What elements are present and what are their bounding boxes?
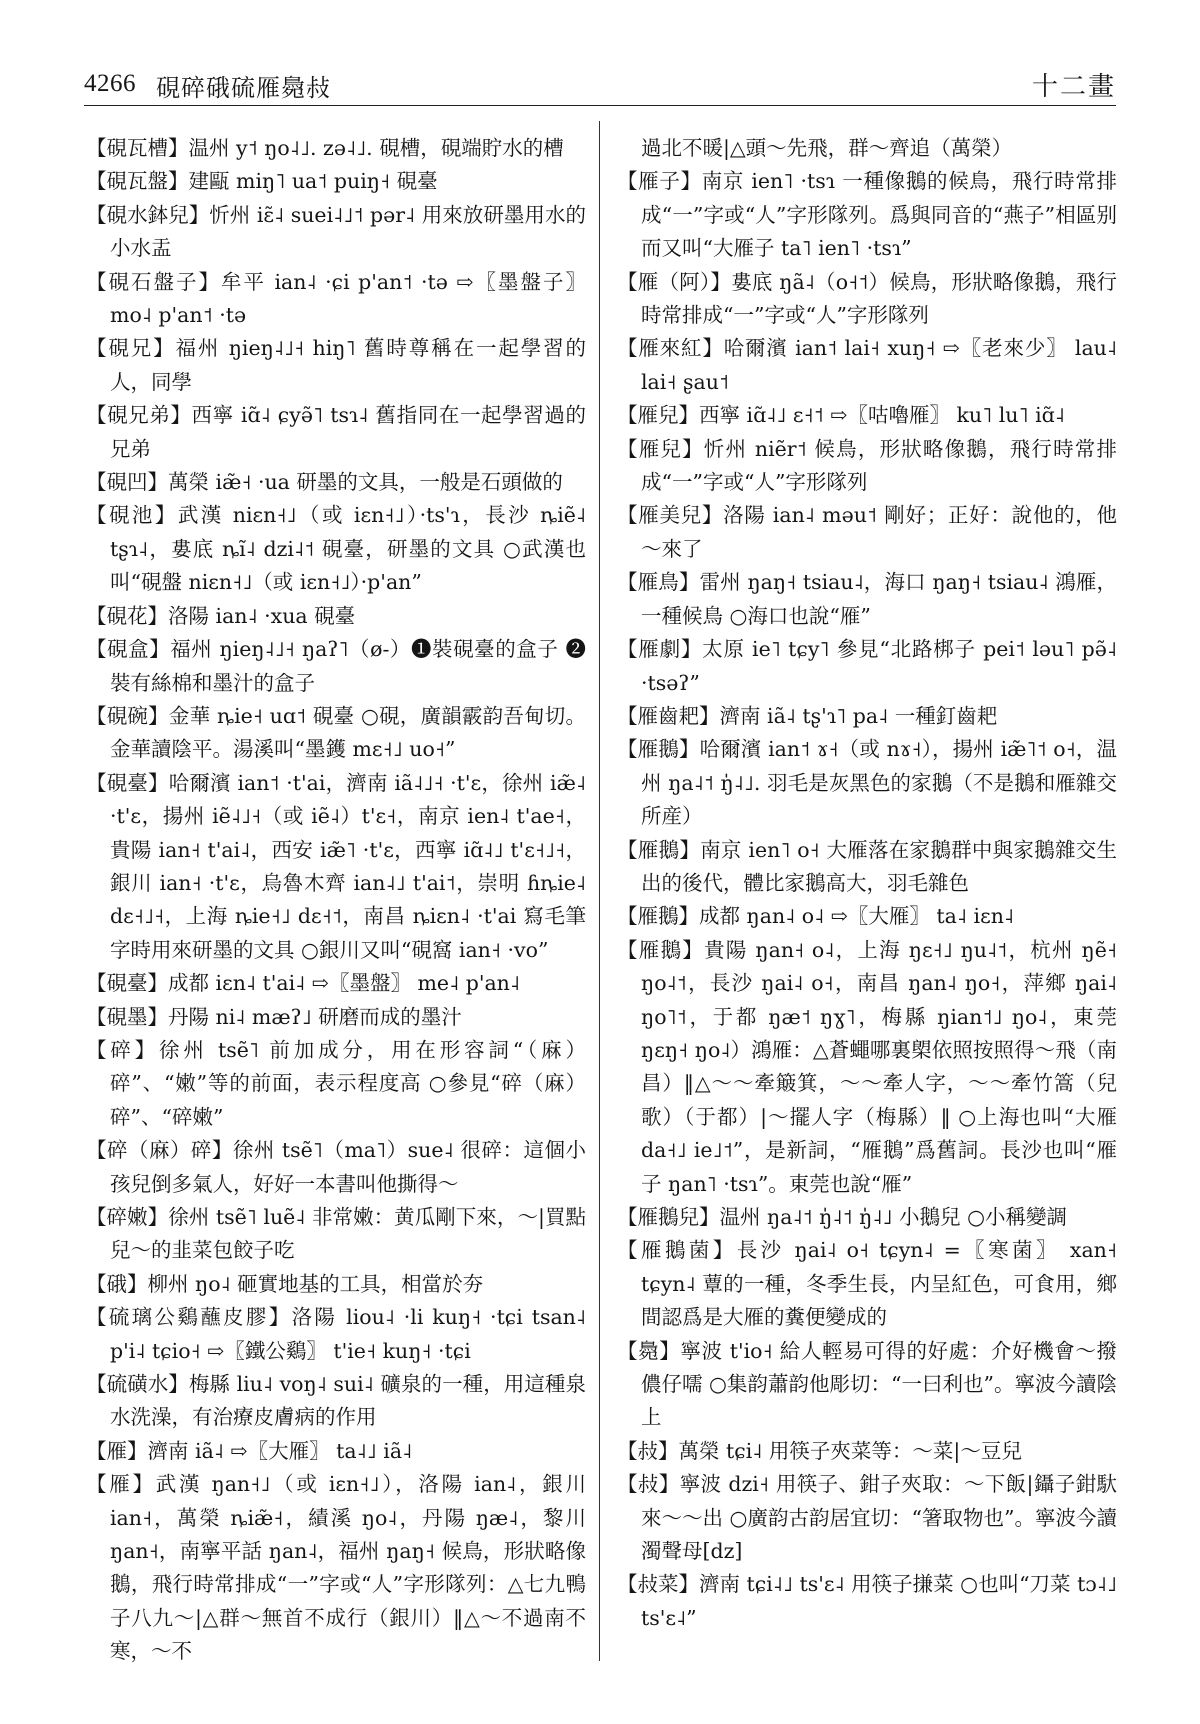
dictionary-entry <box>86 466 586 499</box>
dictionary-entry <box>617 900 1117 933</box>
entry-text: 柳州 ŋo˨ 砸實地基的工具，相當於夯 <box>147 1271 484 1296</box>
entry-headword: 【雁（阿）】 <box>617 269 732 294</box>
entry-headword: 【硯花】 <box>86 603 168 628</box>
entry-text: 長沙 ŋai˨ o˧ tɕyn˨ =〖寒菌〗 xan˧ tɕyn˨ 蕈的一種，冬季生長，内呈紅色，可食用，鄉間認爲是大雁的糞便變成的 <box>641 1238 1117 1330</box>
dictionary-entry <box>617 1234 1117 1334</box>
entry-headword: 【硯墨】 <box>86 1004 168 1029</box>
entry-text: 成都 iɛn˨ t'ai˨ ⇨〖墨盤〗 me˨ p'an˨ <box>168 971 520 996</box>
entry-headword: 【敊】 <box>617 1438 679 1463</box>
entry-text: 西寧 iɑ̃˨˩ ɛ˧˦ ⇨〖咕嚕雁〗 ku˥ lu˥ iɑ̃˨ <box>699 403 1065 428</box>
entry-headword: 【雁來紅】 <box>617 336 724 361</box>
entry-headword: 【雁鵝】 <box>617 737 700 762</box>
entry-text: 建甌 miŋ˥ ua˦ puiŋ˧ 硯臺 <box>188 169 438 194</box>
entry-headword: 【硯池】 <box>86 503 178 528</box>
entry-headword: 【硫磺水】 <box>86 1372 189 1397</box>
entry-text: 徐州 tsẽ˥（ma˥）sue˨ 很碎：這個小孩兒倒多氣人，好好一本書叫他撕得～ <box>110 1138 586 1196</box>
dictionary-entry <box>617 733 1117 833</box>
entry-headword: 【雁】 <box>86 1472 156 1497</box>
entry-headword: 【敊】 <box>617 1472 680 1497</box>
entry-headword: 【硯盒】 <box>86 637 171 662</box>
entry-headword: 【雁兒】 <box>617 436 704 461</box>
column-divider <box>599 121 600 1661</box>
entry-headword: 【雁鵝】 <box>617 904 699 929</box>
entry-text: 武漢 ŋan˧˩（或 iɛn˧˩），洛陽 ian˨，銀川 ian˧，萬榮 ȵiæ̃˧，績溪 ŋo˨，丹陽 ŋæ˨，黎川 ŋan˧，南寧平話 ŋan˨，福州 ŋaŋ˧ 候鳥，形狀略像鵝，飛行時常排成“一”字或“人”字形隊列：△七九鴨子八九～|△群～無首不成行（銀川）‖△～不過南不寒，～不 <box>110 1472 587 1664</box>
dictionary-entry <box>617 332 1117 399</box>
entry-text: 徐州 tsẽ˥ luẽ˨ 非常嫩：黄瓜剛下來，～|買點兒～的韭菜包餃子吃 <box>110 1205 586 1263</box>
dictionary-entry <box>617 834 1117 901</box>
dictionary-entry <box>86 1301 586 1368</box>
entry-headword: 【雁鵝菌】 <box>617 1238 737 1263</box>
entry-headword: 【硯碗】 <box>86 703 169 728</box>
left-column <box>86 132 586 1669</box>
dictionary-entry <box>86 132 586 165</box>
entry-text: 南京 ien˥ o˧ 大雁落在家鵝群中與家鵝雜交生出的後代，體比家鵝高大，羽毛雜色 <box>641 837 1117 895</box>
entry-headword: 【雁鳥】 <box>617 570 700 595</box>
dictionary-entry <box>86 1468 586 1668</box>
dictionary-entry <box>617 433 1117 500</box>
entry-headword: 【雁鵝兒】 <box>617 1205 720 1229</box>
entry-headword: 【雁劇】 <box>617 637 703 662</box>
dictionary-entry <box>86 967 586 1000</box>
dictionary-entry <box>86 1001 586 1034</box>
entry-text: 哈爾濱 ian˦ ɤ˧（或 nɤ˧），揚州 iæ̃˥˦ o˧，温州 ŋa˨˦ ŋ̍˨˩. 羽毛是灰黑色的家鵝（不是鵝和雁雜交所産） <box>641 737 1118 829</box>
dictionary-entry <box>617 1335 1117 1435</box>
dictionary-entry <box>617 266 1117 333</box>
entry-text: 金華 ȵie˧ uɑ˦ 硯臺 ○硯，廣韻霰韵吾甸切。金華讀陰平。湯溪叫“墨鑊 mɛ˧˩ uo˧” <box>110 703 587 762</box>
entry-text: 過北不暖|△頭～先飛，群～齊追（萬榮） <box>641 136 1013 160</box>
right-column <box>617 132 1117 1635</box>
dictionary-entry <box>86 700 586 767</box>
entry-text: 牟平 ian˨ ·ɕi p'an˦ ·tə ⇨〖墨盤子〗 mo˨ p'an˦ ·tə <box>110 269 586 328</box>
entry-text: 忻州 iɛ̃˨ suei˨˩˦ pər˨ 用來放研墨用水的小水盂 <box>110 202 586 261</box>
dictionary-entry <box>86 1268 586 1301</box>
dictionary-entry <box>86 1201 586 1268</box>
dictionary-entry <box>86 499 586 599</box>
entry-headword: 【硯水鉢兒】 <box>86 202 210 227</box>
entry-text: 哈爾濱 ian˦ lai˧ xuŋ˧ ⇨〖老來少〗 lau˨ lai˧ ʂau˦ <box>641 336 1117 394</box>
entry-text: 貴陽 ŋan˧ o˨，上海 ŋɛ˧˩ ŋu˨˦，杭州 ŋẽ˧ ŋo˨˦，長沙 ŋai˨ o˧，南昌 ŋan˨ ŋo˧，萍鄉 ŋai˨ ŋo˥˦，于都 ŋæ˦ ŋɣ˥，梅縣 ŋian˦˩ ŋo˨，東莞 ŋɛŋ˧ ŋo˨）鴻雁：△蒼蠅哪裏㮾依照按照得～飛（南昌）‖△～～牽簸箕，～～牽人字，～～牽竹篙（兒歌）（于都）|～擺人字（梅縣）‖ ○上海也叫“大雁 da˧˩ ie˩˦”，是新詞，“雁鵝”爲舊詞。長沙也叫“雁子 ŋan˥ ·tsɿ”。東莞也說“雁” <box>641 937 1117 1196</box>
dictionary-entry <box>86 1435 586 1468</box>
dictionary-entry <box>617 132 1117 165</box>
entry-text: 洛陽 ian˨ ·xua 硯臺 <box>168 603 356 628</box>
entry-headword: 【敊菜】 <box>617 1572 699 1597</box>
dictionary-entry <box>617 165 1117 265</box>
entry-headword: 【雁兒】 <box>617 403 699 428</box>
dictionary-entry <box>617 1468 1117 1568</box>
entry-headword: 【雁美兒】 <box>617 503 724 528</box>
entry-headword: 【硯瓦盤】 <box>86 169 189 194</box>
entry-text: 萬榮 iæ̃˧ ·ua 研墨的文具，一般是石頭做的 <box>168 470 563 495</box>
entry-text: 濟南 tɕi˨˩ ts'ɛ˨ 用筷子搛菜 ○也叫“刀菜 tɔ˨˩ ts'ɛ˨” <box>641 1572 1118 1630</box>
dictionary-entry <box>617 566 1117 633</box>
entry-text: 温州 ŋa˨˦ ŋ̍˨˦ ŋ̍˨˩ 小鵝兒 ○小稱變調 <box>719 1205 1067 1229</box>
dictionary-entry <box>86 199 586 266</box>
entry-headword: 【碎（麻）碎】 <box>86 1138 233 1163</box>
entry-text: 丹陽 ni˨ mæʔ˩ 研磨而成的墨汁 <box>168 1004 462 1029</box>
dictionary-entry <box>86 767 586 967</box>
dictionary-entry <box>86 332 586 399</box>
entry-text: 萬榮 tɕi˨ 用筷子夾菜等：～菜|～豆兒 <box>678 1438 1022 1463</box>
dictionary-entry <box>86 399 586 466</box>
entry-headword: 【硯兄弟】 <box>86 403 192 428</box>
dictionary-entry <box>617 1568 1117 1635</box>
entry-text: 洛陽 ian˨ məu˦ 剛好；正好：說他的，他～來了 <box>641 503 1117 561</box>
dictionary-entry <box>617 1201 1117 1234</box>
entry-headword: 【硯臺】 <box>86 770 169 795</box>
entry-text: 忻州 niẽr˦ 候鳥，形狀略像鵝，飛行時常排成“一”字或“人”字形隊列 <box>641 436 1117 495</box>
entry-text: 婁底 ŋã˨（o˧˦）候鳥，形狀略像鵝，飛行時常排成“一”字或“人”字形隊列 <box>641 269 1117 328</box>
entry-text: 福州 ŋieŋ˨˩˧ hiŋ˥ 舊時尊稱在一起學習的人，同學 <box>110 336 586 394</box>
dictionary-entry <box>617 633 1117 700</box>
dictionary-entry <box>86 633 586 700</box>
header-rule <box>84 105 1116 106</box>
entry-headword: 【硯瓦槽】 <box>86 136 189 160</box>
entry-text: 成都 ŋan˨ o˨ ⇨〖大雁〗 ta˨ iɛn˨ <box>699 904 1015 929</box>
entry-text: 濟南 iã˨ ⇨〖大雁〗 ta˨˩ iã˨ <box>147 1438 413 1463</box>
dictionary-entry <box>617 934 1117 1201</box>
entry-text: 温州 y˦ ŋo˨˩. zə˨˩. 硯槽，硯端貯水的槽 <box>188 136 564 160</box>
dictionary-entry <box>86 1368 586 1435</box>
entry-text: 濟南 iã˨ tʂ'ɿ˥ pa˨ 一種釘齒耙 <box>719 703 998 728</box>
page-title: 硯碎硪硫雁䳃敊 <box>156 74 331 102</box>
entry-headword: 【䳃】 <box>617 1338 681 1363</box>
entry-headword: 【雁齒耙】 <box>617 703 720 728</box>
entry-headword: 【碎】 <box>86 1037 160 1062</box>
entry-text: 福州 ŋieŋ˨˩˧ ŋaʔ˥（ø-）❶裝硯臺的盒子 ❷裝有絲棉和墨汁的盒子 <box>110 637 586 695</box>
entry-headword: 【硯兄】 <box>86 336 176 361</box>
entry-text: 武漢 niɛn˧˩（或 iɛn˧˩）·ts'ɿ，長沙 ȵiẽ˨ tʂɿ˨，婁底 ȵĩ˨ dzi˨˦ 硯臺，研墨的文具 ○武漢也叫“硯盤 niɛn˧˩（或 iɛn˧˩）·p'an” <box>110 503 587 595</box>
dictionary-entry <box>617 1435 1117 1468</box>
entry-headword: 【雁】 <box>86 1438 148 1463</box>
entry-text: 太原 ie˥ tɕy˥ 參見“北路梆子 pei˦ ləu˥ pə̃˨ ·tsəʔ” <box>641 637 1118 695</box>
dictionary-entry <box>86 1034 586 1134</box>
entry-text: 南京 ien˥ ·tsɿ 一種像鵝的候鳥，飛行時常排成“一”字或“人”字形隊列。爲與同音的“燕子”相區别而又叫“大雁子 ta˥ ien˥ ·tsɿ” <box>641 169 1118 261</box>
entry-headword: 【硯凹】 <box>86 470 168 495</box>
entry-headword: 【碎嫩】 <box>86 1205 169 1229</box>
entry-headword: 【硯石盤子】 <box>86 269 221 294</box>
entry-text: 寧波 t'io˧ 給人輕易可得的好處：介好機會～撥儂仔嚅 ○集韵蕭韵他彫切：“一曰利也”。寧波今讀陰上 <box>641 1338 1117 1430</box>
entry-text: 洛陽 liou˨ ·li kuŋ˧ ·tɕi tsan˨ p'i˨ tɕio˧ ⇨〖鐵公鷄〗 t'ie˧ kuŋ˧ ·tɕi <box>110 1305 586 1363</box>
dictionary-entry <box>86 600 586 633</box>
page-number: 4266 <box>84 70 136 97</box>
entry-headword: 【雁子】 <box>617 169 702 194</box>
entry-text: 徐州 tsẽ˥ 前加成分，用在形容詞“（麻）碎”、“嫩”等的前面，表示程度高 ○參見“碎（麻）碎”、“碎嫩” <box>110 1037 587 1129</box>
entry-text: 梅縣 liu˨ voŋ˨ sui˨ 礦泉的一種，用這種泉水洗澡，有治療皮膚病的作用 <box>110 1372 586 1430</box>
entry-headword: 【雁鵝】 <box>617 837 701 862</box>
dictionary-entry <box>617 499 1117 566</box>
dictionary-entry <box>617 399 1117 432</box>
dictionary-entry <box>86 1134 586 1201</box>
entry-headword: 【硪】 <box>86 1271 148 1296</box>
entry-text: 雷州 ŋaŋ˧ tsiau˨，海口 ŋaŋ˧ tsiau˨ 鴻雁，一種候鳥 ○海口也說“雁” <box>641 570 1117 628</box>
dictionary-entry <box>617 700 1117 733</box>
entry-headword: 【硯臺】 <box>86 971 168 996</box>
stroke-count-section: 十二畫 <box>1031 72 1116 102</box>
page-header <box>84 64 1116 110</box>
dictionary-entry <box>86 266 586 333</box>
entry-text: 哈爾濱 ian˦ ·t'ai，濟南 iã˨˩˧ ·t'ɛ，徐州 iæ̃˨ ·t'ɛ，揚州 iẽ˨˩˧（或 iẽ˨）t'ɛ˧，南京 ien˨ t'ae˧，貴陽 ian˧ t'ai˨，西安 iæ̃˥ ·t'ɛ，西寧 iɑ̃˨˩ t'ɛ˧˩˧，銀川 ian˧ ·t'ɛ，烏魯木齊 ian˨˩ t'ai˦，崇明 ɦȵie˨ dɛ˧˩˧，上海 ȵie˧˩ dɛ˧˦，南昌 ȵiɛn˨ ·t'ai 寫毛筆字時用來研墨的文具 ○銀川又叫“硯窩 ian˧ ·vo” <box>110 770 586 962</box>
entry-headword: 【雁鵝】 <box>617 937 705 962</box>
entry-text: 寧波 dzi˧ 用筷子、鉗子夾取：～下飯|鑷子鉗馱來～～出 ○廣韵古韵居宜切：“箸取物也”。寧波今讀濁聲母[dz] <box>641 1472 1117 1564</box>
dictionary-entry <box>86 165 586 198</box>
entry-text: 西寧 iɑ̃˨ ɕyə̃˥ tsɿ˨ 舊指同在一起學習過的兄弟 <box>110 403 586 461</box>
entry-headword: 【硫璃公鷄蘸皮膠】 <box>86 1305 292 1330</box>
